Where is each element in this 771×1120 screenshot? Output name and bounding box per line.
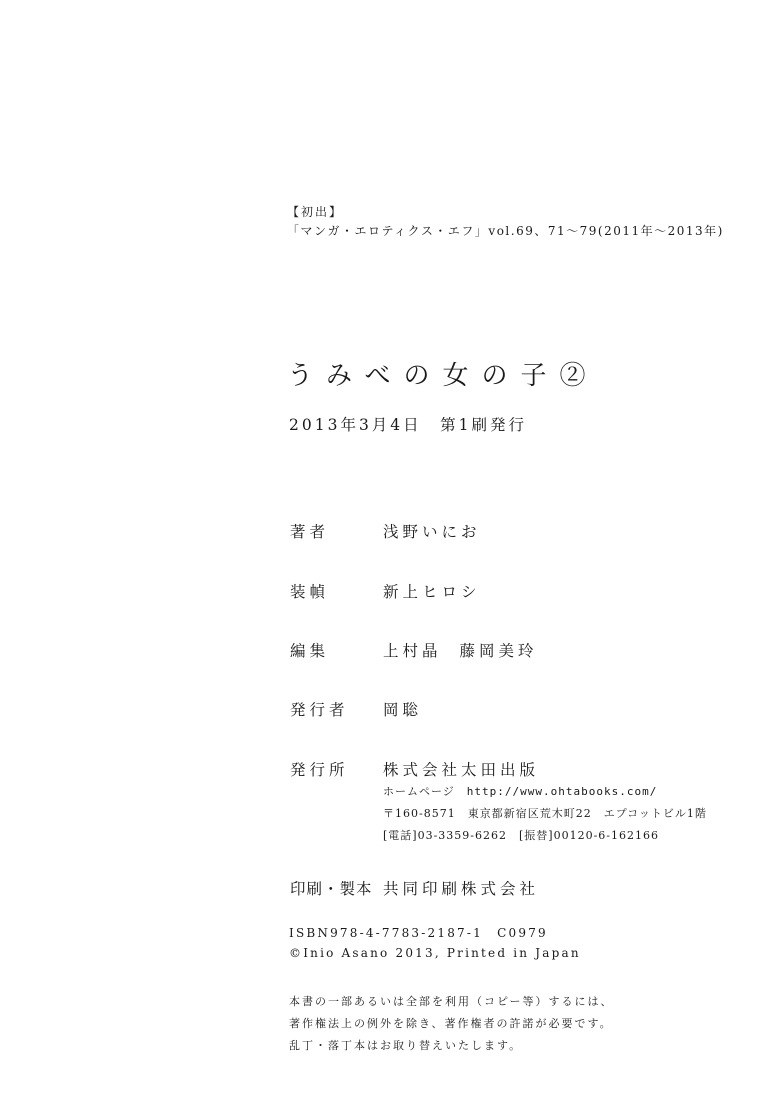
credit-value-printing: 共同印刷株式会社	[383, 880, 540, 898]
credit-value-publisher: 株式会社太田出版	[383, 761, 540, 779]
notice-line-2: 著作権法上の例外を除き、著作権者の許諾が必要です。	[289, 1017, 613, 1030]
credit-value-design: 新上ヒロシ	[383, 583, 481, 601]
notice-line-1: 本書の一部あるいは全部を利用（コピー等）するには、	[289, 995, 614, 1008]
issue-date: 2013年3月4日 第1刷発行	[289, 416, 528, 434]
editor-name-2: 藤岡美玲	[459, 642, 538, 660]
credit-label-design: 装幀	[290, 583, 330, 601]
editor-name-1: 上村晶	[383, 642, 442, 660]
isbn-code: ISBN978-4-7783-2187-1 C0979	[289, 926, 548, 940]
publisher-address: 〒160-8571 東京都新宿区荒木町22 エプコットビル1階	[383, 807, 707, 820]
credit-value-author: 浅野いにお	[383, 523, 481, 541]
book-title: うみべの女の子②	[287, 361, 599, 391]
credit-value-issuer: 岡聡	[383, 701, 423, 719]
homepage-label: ホームページ	[383, 785, 455, 798]
credit-label-printing: 印刷・製本	[290, 880, 373, 898]
publisher-contact	[383, 827, 659, 843]
credit-label-editor: 編集	[290, 642, 330, 660]
credit-value-editors	[383, 639, 538, 661]
credit-label-author: 著者	[290, 523, 330, 541]
publisher-homepage	[383, 783, 657, 799]
first-publication-text: 「マンガ・エロティクス・エフ」vol.69、71～79(2011年～2013年)	[287, 224, 724, 238]
publisher-transfer: [振替]00120-6-162166	[519, 829, 660, 842]
credit-label-publisher: 発行所	[290, 761, 349, 779]
notice-line-3: 乱丁・落丁本はお取り替えいたします。	[289, 1039, 523, 1052]
homepage-url[interactable]: http://www.ohtabooks.com/	[466, 785, 658, 798]
publisher-phone: [電話]03-3359-6262	[383, 829, 508, 842]
first-publication-heading: 【初出】	[287, 205, 344, 219]
credit-label-issuer: 発行者	[290, 701, 349, 719]
copyright-line: ©Inio Asano 2013, Printed in Japan	[289, 946, 581, 960]
